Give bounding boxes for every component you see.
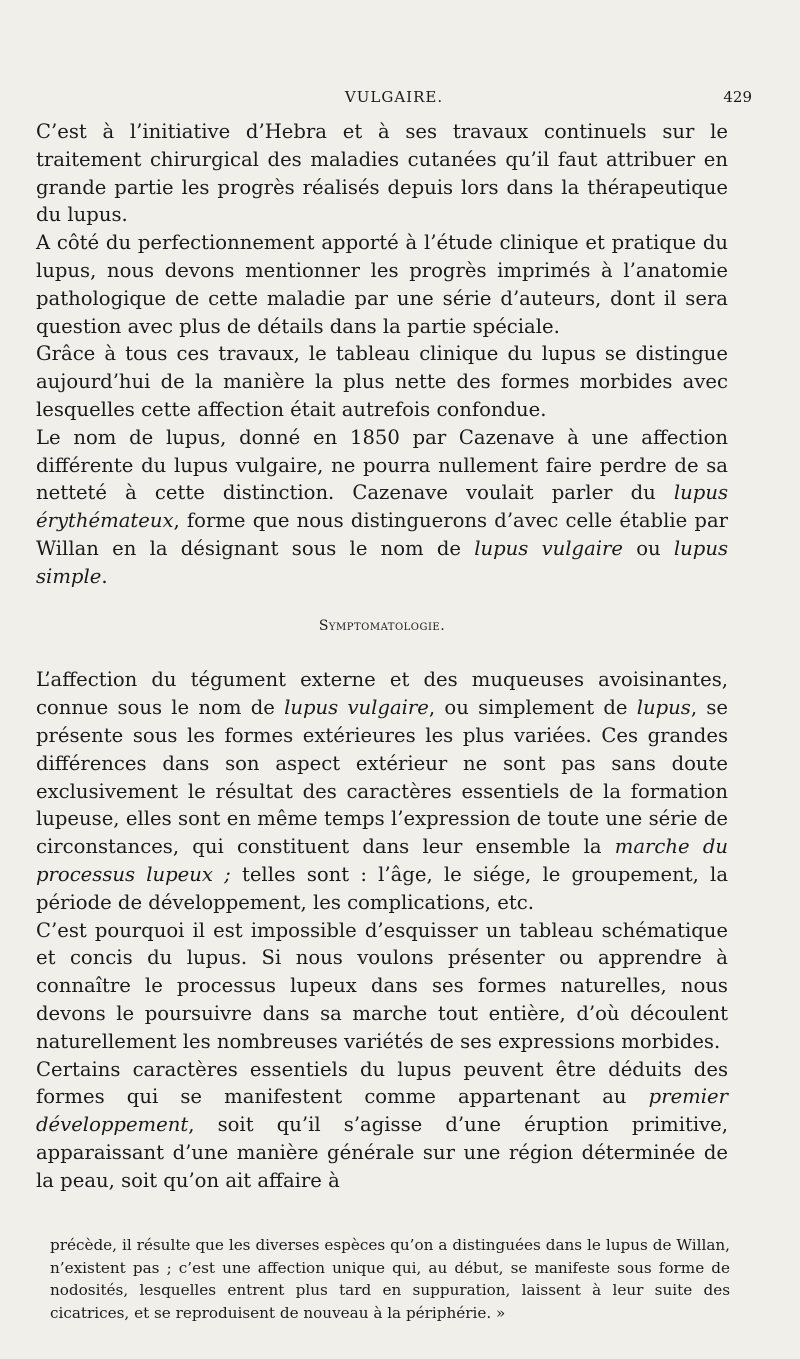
footnote-text: précède, il résulte que les diverses espèces qu’on a distinguées dans le lupus de Willan, n’existent pas ; c’est une affection unique qui, au début, se manifeste sous forme de nodosités, lesquelles entrent plus tard en suppuration, laissent à leur suite des cicatrices, et se reproduisent de nouveau à la périphérie. » (50, 1236, 730, 1322)
page-number: 429 (723, 88, 752, 106)
term-lupus-simple: lupus simple (36, 536, 728, 588)
paragraph-cazenave: Le nom de lupus, donné en 1850 par Cazenave à une affection différente du lupus vulgaire, ne pourra nullement faire perdre de sa netteté à cette distinction. Cazenave voulait parler du lupus érythémateux, forme que nous distinguerons d’avec celle établie par Willan en la désignant sous le nom de lupus vulgaire ou lupus simple. (36, 425, 728, 588)
term-lupus-vulgaire-2: lupus vulgaire (284, 696, 429, 720)
term-lupus-vulgaire: lupus vulgaire (474, 536, 623, 560)
running-head (36, 88, 752, 112)
paragraph-tableau-clinique: Grâce à tous ces travaux, le tableau clinique du lupus se distingue aujourd’hui de la manière la plus nette des formes morbides avec lesquelles cette affection était autrefois confondue. (36, 342, 728, 421)
paragraph-caracteres: Certains caractères essentiels du lupus peuvent être déduits des formes qui se manifestent comme appartenant au premier développement, soit qu’il s’agisse d’une éruption primitive, apparaissant d’une manière générale sur une région déterminée de la peau, soit qu’on ait affaire à (36, 1057, 728, 1192)
term-marche-processus: marche du processus lupeux ; (36, 835, 728, 886)
term-premier-developpement: premier développement (36, 1085, 728, 1137)
footnote (50, 1234, 730, 1324)
section-heading: Symptomatologie. (318, 617, 446, 634)
body-text (36, 118, 728, 1194)
paragraph-anatomie: A côté du perfectionnement apporté à l’étude clinique et pratique du lupus, nous devons mentionner les progrès imprimés à l’anatomie pathologique de cette maladie par une série d’auteurs, dont il sera question avec plus de détails dans la partie spéciale. (36, 231, 728, 338)
term-lupus-erythemateux: lupus érythémateux (36, 481, 728, 533)
paragraph-schematique: C’est pourquoi il est impossible d’esquisser un tableau schématique et concis du lupus. Si nous voulons présenter ou apprendre à connaître le processus lupeux dans ses formes naturelles, nous devons le poursuivre dans sa marche tout entière, d’où découlent naturellement les nombreuses variétés de ses expressions morbides. (36, 918, 728, 1053)
term-lupus: lupus (636, 696, 691, 720)
running-title: VULGAIRE. (344, 88, 444, 106)
paragraph-hebra: C’est à l’initiative d’Hebra et à ses travaux continuels sur le traitement chirurgical des maladies cutanées qu’il faut attribuer en grande partie les progrès réalisés depuis lors dans la thérapeutique du lupus. (36, 120, 728, 227)
paragraph-affection: L’affection du tégument externe et des muqueuses avoisinantes, connue sous le nom de lupus vulgaire, ou simplement de lupus, se présente sous les formes extérieures les plus variées. Ces grandes différences dans son aspect extérieur ne sont pas sans doute exclusivement le résultat des caractères essentiels de la formation lupeuse, elles sont en même temps l’expression de toute une série de circonstances, qui constituent dans leur ensemble la marche du processus lupeux ; telles sont : l’âge, le siége, le groupement, la période de développement, les complications, etc. (36, 668, 729, 914)
